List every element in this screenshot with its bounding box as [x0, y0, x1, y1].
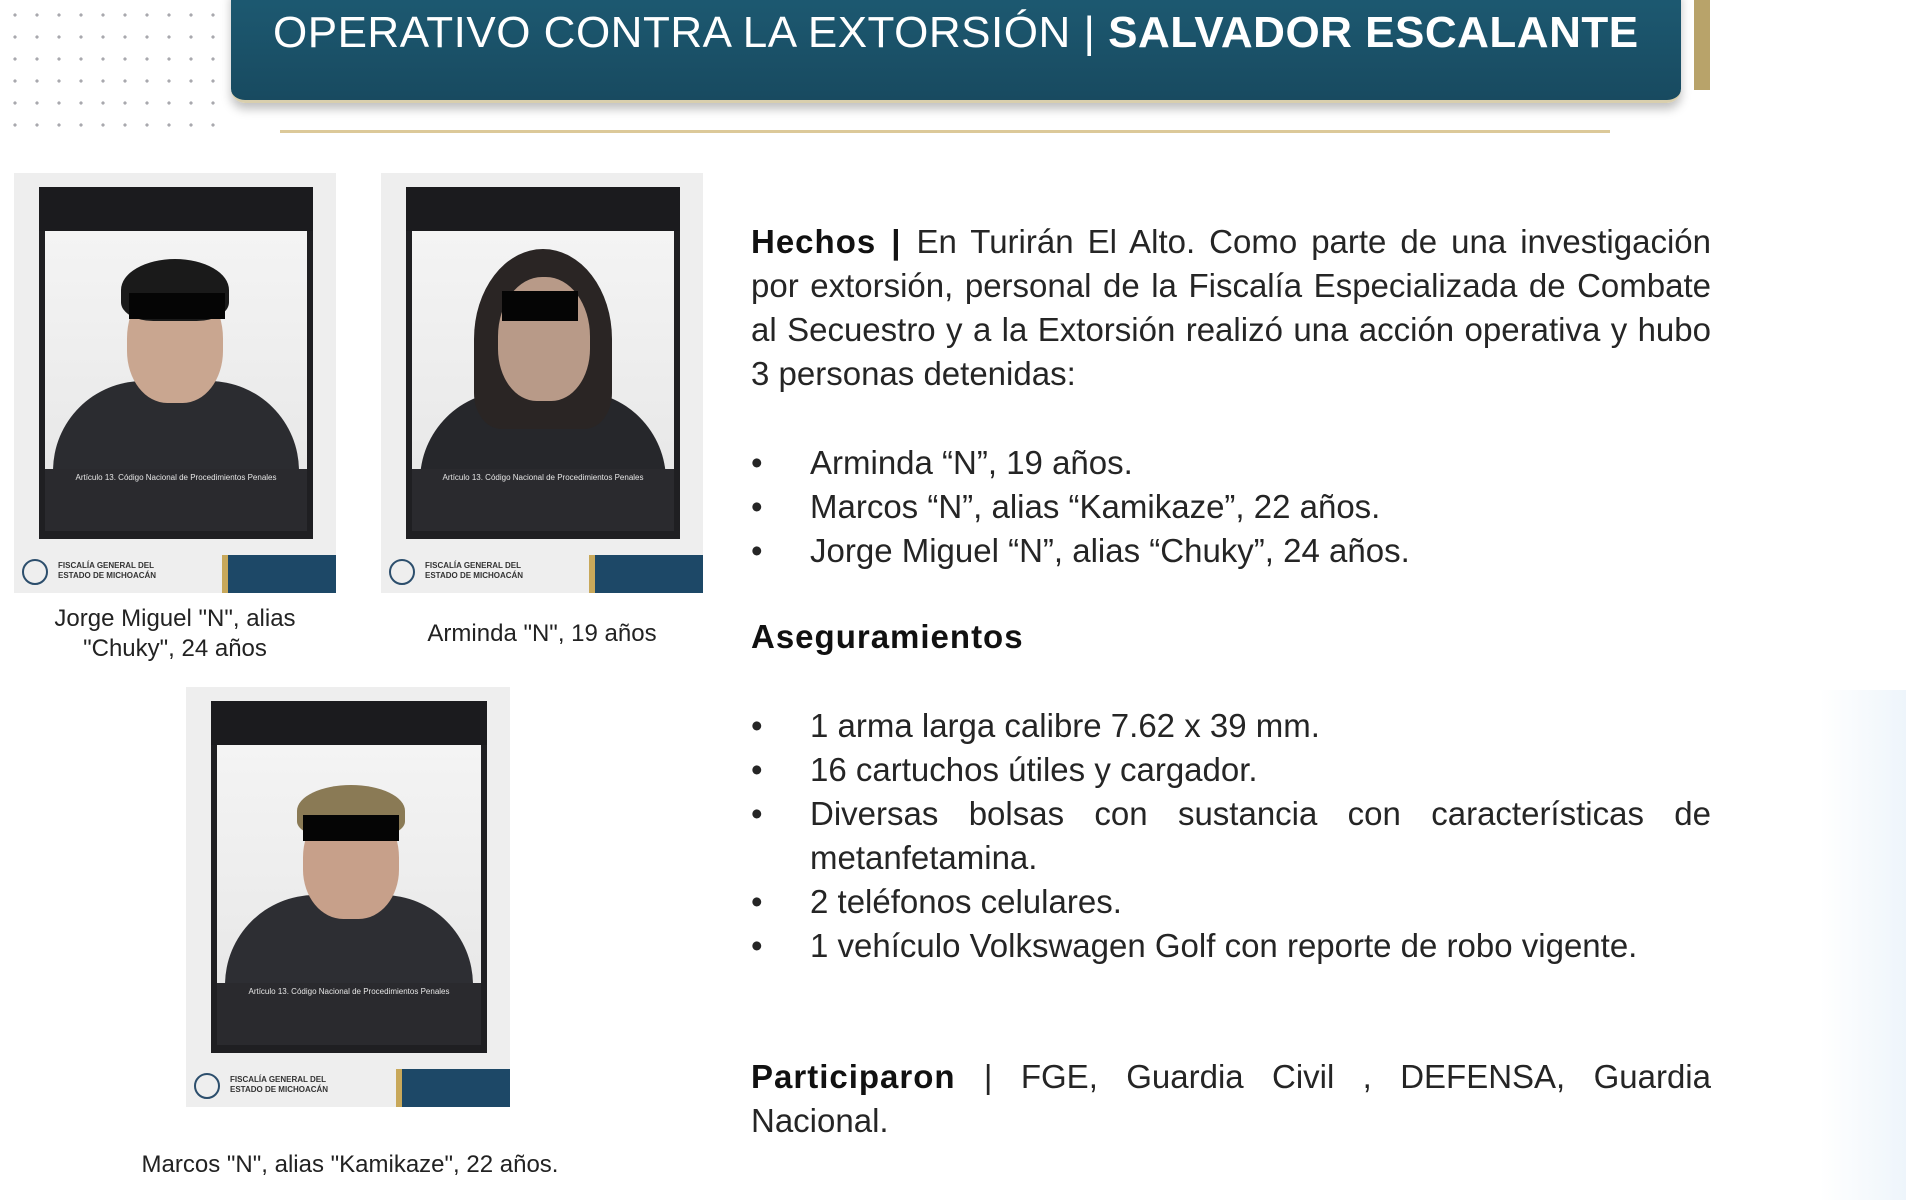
fge-logo-row [381, 555, 703, 593]
participaron-paragraph: Participaron | FGE, Guardia Civil , DEFENSA, Guardia Nacional. [751, 1058, 1711, 1139]
fge-blue-tag [589, 555, 703, 593]
list-item: • Marcos “N”, alias “Kamikaze”, 22 años. [751, 485, 1711, 529]
list-item: • 2 teléfonos celulares. [751, 880, 1711, 924]
page-title: OPERATIVO CONTRA LA EXTORSIÓN | SALVADOR ESCALANTE [273, 8, 1639, 57]
mugshot-top-bar [39, 187, 313, 231]
list-item: • 1 vehículo Volkswagen Golf con reporte de robo vigente. [751, 924, 1711, 968]
mugshot-caption-marcos: Marcos "N", alias "Kamikaze", 22 años. [141, 1151, 559, 1178]
hechos-label: Hechos [751, 223, 877, 260]
participaron-label: Participaron [751, 1058, 956, 1095]
mugshot-frame [39, 187, 313, 539]
gold-accent-bar [1694, 0, 1710, 90]
decorative-dot-grid [0, 0, 230, 130]
aseguramientos-list [751, 704, 1711, 968]
gold-divider-line [280, 130, 1610, 133]
participaron-text: FGE, Guardia Civil , DEFENSA, Guardia Nacional. [751, 1058, 1711, 1139]
privacy-eye-bar [303, 815, 399, 841]
mugshot-photo [45, 231, 307, 469]
fge-logo-text: FISCALÍA GENERAL DEL ESTADO DE MICHOACÁN [58, 561, 157, 580]
mugshot-card-arminda [381, 173, 703, 593]
list-item: • Jorge Miguel “N”, alias “Chuky”, 24 años. [751, 529, 1711, 573]
mugshot-legal-text: Artículo 13. Código Nacional de Procedimientos Penales [412, 469, 674, 531]
hechos-paragraph: Hechos | En Turirán El Alto. Como parte de una investigación por extorsión, personal de la Fiscalía Especializada de Combate al Secuestro y a la Extorsión realizó una acción operativa y hubo 3 personas detenidas: [751, 223, 1711, 392]
mugshot-frame [406, 187, 680, 539]
mugshot-photo [217, 745, 481, 983]
list-item: • 16 cartuchos útiles y cargador. [751, 748, 1711, 792]
list-item: • 1 arma larga calibre 7.62 x 39 mm. [751, 704, 1711, 748]
detenidos-list [751, 441, 1711, 573]
aseguramientos-heading: Aseguramientos [751, 618, 1024, 655]
mugshot-frame [211, 701, 487, 1053]
hechos-text: En Turirán El Alto. Como parte de una investigación por extorsión, personal de la Fiscalía Especializada de Combate al Secuestro y a la Extorsión realizó una acción operativa y hubo 3 personas detenidas: [751, 223, 1711, 392]
mugshot-card-marcos [186, 687, 510, 1107]
fge-seal-icon [194, 1073, 220, 1099]
mugshot-top-bar [211, 701, 487, 745]
mugshot-legal-text: Artículo 13. Código Nacional de Procedimientos Penales [217, 983, 481, 1045]
fge-logo-row [186, 1069, 510, 1107]
fge-seal-icon [22, 559, 48, 585]
mugshot-photo [412, 231, 674, 469]
fge-seal-icon [389, 559, 415, 585]
privacy-eye-bar [129, 293, 225, 319]
list-item: • Arminda “N”, 19 años. [751, 441, 1711, 485]
mugshot-card-jorge [14, 173, 336, 593]
fge-logo-row [14, 555, 336, 593]
mugshot-caption-jorge: Jorge Miguel "N", alias "Chuky", 24 años [54, 605, 296, 662]
mugshot-legal-text: Artículo 13. Código Nacional de Procedimientos Penales [45, 469, 307, 531]
list-item: • Diversas bolsas con sustancia con características de metanfetamina. [751, 792, 1711, 880]
fge-blue-tag [222, 555, 336, 593]
mugshot-top-bar [406, 187, 680, 231]
decorative-fade [1820, 690, 1906, 1200]
mugshot-caption-arminda: Arminda "N", 19 años [427, 620, 657, 647]
fge-logo-text: FISCALÍA GENERAL DEL ESTADO DE MICHOACÁN [425, 561, 524, 580]
fge-blue-tag [396, 1069, 510, 1107]
privacy-eye-bar [502, 291, 578, 321]
fge-logo-text: FISCALÍA GENERAL DEL ESTADO DE MICHOACÁN [230, 1075, 329, 1094]
